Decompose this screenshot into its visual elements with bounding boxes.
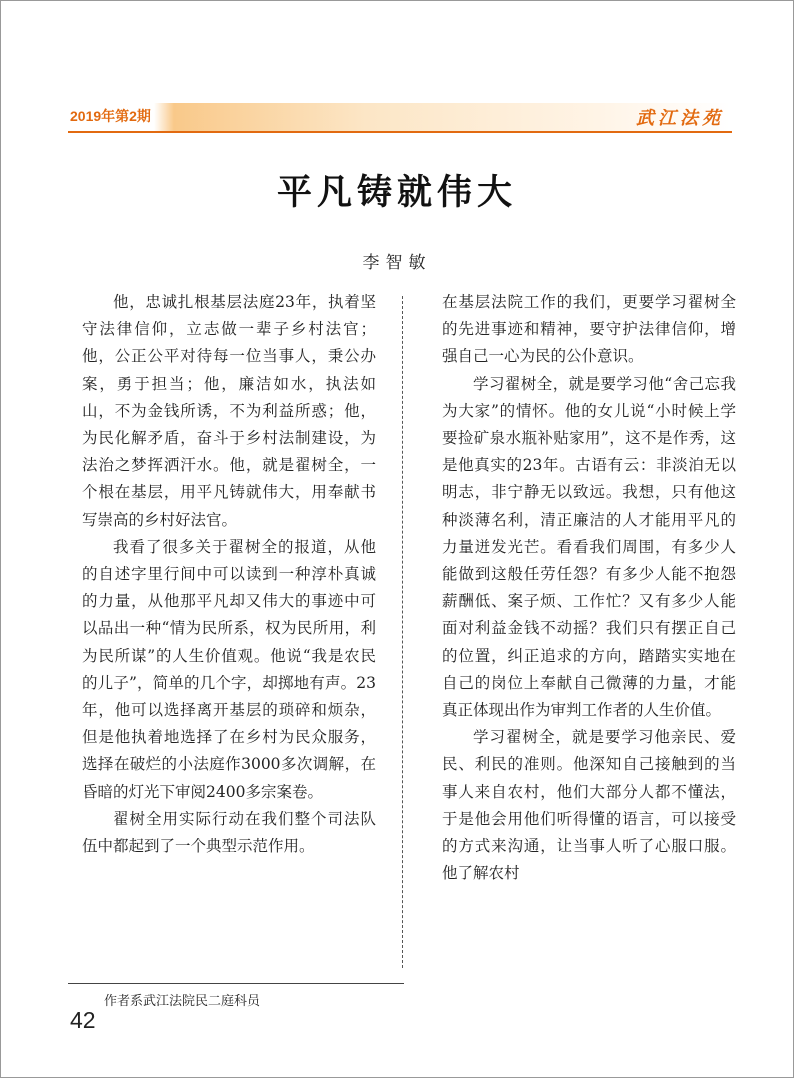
paragraph: 他，忠诚扎根基层法庭23年，执着坚守法律信仰，立志做一辈子乡村法官；他，公正公平对待每一位当事人，秉公办案，勇于担当；他，廉洁如水，执法如山，不为金钱所诱，不为利益所惑；他，为民化解矛盾，奋斗于乡村法制建设，为法治之梦挥洒汗水。他，就是翟树全，一个根在基层，用平凡铸就伟大，用奉献书写崇高的乡村好法官。 bbox=[82, 293, 376, 529]
page-number: 42 bbox=[70, 1007, 96, 1033]
right-column bbox=[442, 289, 736, 887]
paragraph: 在基层法院工作的我们，更要学习翟树全的先进事迹和精神，要守护法律信仰，增强自己一心为民的公仆意识。 bbox=[442, 293, 736, 366]
article-author: 李智敏 bbox=[362, 253, 432, 273]
paragraph: 我看了很多关于翟树全的报道，从他的自述字里行间中可以读到一种淳朴真诚的力量，从他那平凡却又伟大的事迹中可以品出一种“情为民所系，权为民所用，利为民所谋”的人生价值观。他说“我是农民的儿子”，简单的几个字，却掷地有声。23年，他可以选择离开基层的琐碎和烦杂，但是他执着地选择了在乡村为民众服务，选择在破烂的小法庭作3000多次调解，在昏暗的灯光下审阅2400多宗案卷。 bbox=[82, 537, 376, 801]
column-divider bbox=[402, 296, 403, 968]
magazine-brand: 武江法苑 bbox=[636, 108, 724, 129]
article-title: 平凡铸就伟大 bbox=[276, 173, 517, 213]
paragraph: 学习翟树全，就是要学习他“舍己忘我为大家”的情怀。他的女儿说“小时候上学要捡矿泉水瓶补贴家用”，这不是作秀，这是他真实的23年。古语有云：非淡泊无以明志，非宁静无以致远。我想，只有他这种淡薄名利，清正廉洁的人才能用平凡的力量迸发光芒。看看我们周围，有多少人能做到这般任劳任怨？有多少人能不抱怨薪酬低、案子烦、工作忙？又有多少人能面对利益金钱不动摇？我们只有摆正自己的位置，纠正追求的方向，踏踏实实地在自己的岗位上奉献自己微薄的力量，才能真正体现出作为审判工作者的人生价值。 bbox=[442, 374, 736, 720]
paragraph: 翟树全用实际行动在我们整个司法队伍中都起到了一个典型示范作用。 bbox=[82, 809, 376, 856]
footnote-rule bbox=[68, 983, 404, 984]
header-gradient-bar bbox=[68, 103, 730, 131]
author-footnote: 作者系武江法院民二庭科员 bbox=[104, 994, 261, 1009]
paragraph: 学习翟树全，就是要学习他亲民、爱民、利民的准则。他深知自己接触到的当事人来自农村，他们大部分人都不懂法，于是他会用他们听得懂的语言，可以接受的方式来沟通，让当事人听了心服口服。他了解农村 bbox=[442, 728, 736, 883]
issue-label: 2019年第2期 bbox=[70, 108, 151, 124]
left-column bbox=[82, 289, 376, 860]
header-rule bbox=[68, 131, 732, 133]
